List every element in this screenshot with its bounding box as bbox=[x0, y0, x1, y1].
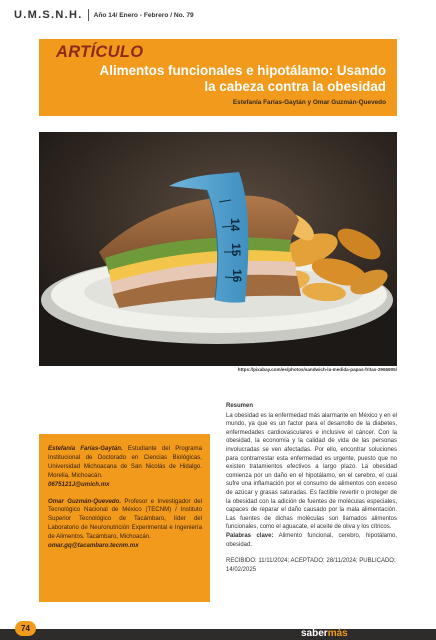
tape-number-16: 16 bbox=[230, 269, 244, 283]
abstract-heading: Resumen bbox=[226, 403, 254, 409]
page-number: 74 bbox=[15, 621, 36, 636]
tape-number-14: 14 bbox=[228, 218, 242, 232]
bio-author-1-email[interactable]: 0675121J@umich.mx bbox=[48, 480, 110, 488]
photo-credit: https://pixabay.com/es/photos/sandwich-la-medida-papas-fritas-2965905/ bbox=[237, 367, 397, 372]
abstract-body: La obesidad es la enfermedad más alarmante en México y en el mundo, ya que es un factor para el desarrollo de la diabetes, enfermedades cardiovasculares e inclusive el cáncer. Con la obesidad, la economía y la calidad de vida de las personas involucradas se ven afectadas. Por ello, encontrar soluciones para contrarrestar esta enfermedad es urgente, puesto que no existen tratamientos efectivos a largo plazo. La obesidad comienza por un daño en el hipotálamo, en el cerebro, el cual sufre una inflamación por el consumo de alimentos con exceso de azúcar y grasas saturadas. Es factible revertir o proteger de la obesidad con la adición de fuentes de moléculas especiales, capaces de reparar el daño causado por la mala alimentación. Las fuentes de dichas moléculas son llamados alimentos funcionales, como el aguacate, el aceite de oliva y los cítricos. bbox=[226, 412, 397, 531]
sandwich-measuring-tape-image bbox=[39, 132, 397, 366]
journal-brand: U.M.S.N.H. bbox=[14, 9, 83, 21]
issue-info: Año 14/ Enero - Febrero / No. 79 bbox=[93, 11, 194, 19]
article-title-line2: la cabeza contra la obesidad bbox=[204, 79, 386, 95]
keywords-text: Alimento funcional, cerebro, hipotálamo, obesidad. bbox=[226, 532, 397, 548]
article-authors: Estefanía Farías-Gaytán y Omar Guzmán-Quevedo bbox=[232, 99, 386, 106]
tape-number-15: 15 bbox=[229, 243, 243, 257]
bio-author-1 bbox=[48, 445, 202, 490]
publication-dates: RECIBIDO: 11/11/2024; ACEPTADO: 28/11/2024; PUBLICADO: 14/02/2025 bbox=[226, 558, 396, 573]
footer-bar bbox=[0, 629, 436, 640]
section-kicker: ARTÍCULO bbox=[56, 43, 144, 61]
sabermas-logo bbox=[301, 628, 348, 639]
keywords bbox=[226, 532, 397, 549]
article-banner bbox=[39, 39, 397, 116]
bio-author-1-text: Estudiante del Programa Institucional de Doctorado en Ciencias Biológicas, Universidad Michoacana de San Nicolás de Hidalgo. Morelia, Michoacán. bbox=[48, 445, 203, 479]
logo-part-mas: más bbox=[327, 628, 348, 639]
article-title-line1: Alimentos funcionales e hipotálamo: Usando bbox=[99, 63, 386, 78]
article-title bbox=[46, 63, 386, 96]
bio-author-2-email[interactable]: omar.gq@tacambaro.tecnm.mx bbox=[48, 542, 139, 550]
logo-part-saber: saber bbox=[301, 628, 328, 639]
bio-author-2 bbox=[48, 498, 202, 551]
bio-author-2-name: Omar Guzmán-Quevedo. bbox=[48, 497, 122, 505]
keywords-label: Palabras clave: bbox=[226, 532, 274, 539]
header-divider bbox=[88, 9, 89, 21]
abstract-section bbox=[226, 402, 397, 574]
bio-author-1-name: Estefanía Farías-Gaytán. bbox=[48, 445, 123, 452]
journal-header bbox=[14, 7, 194, 23]
author-bio-box bbox=[39, 434, 210, 602]
bio-author-2-text: Profesor e Investigador del Tecnológico Nacional de México (TECNM) / Instituto Superior Tecnológico de Tacámbaro, líder del Laboratorio de Neuronutrición Experimental e Ingeniería de Alimentos. Tacámbaro, Michoacán. bbox=[48, 497, 202, 541]
